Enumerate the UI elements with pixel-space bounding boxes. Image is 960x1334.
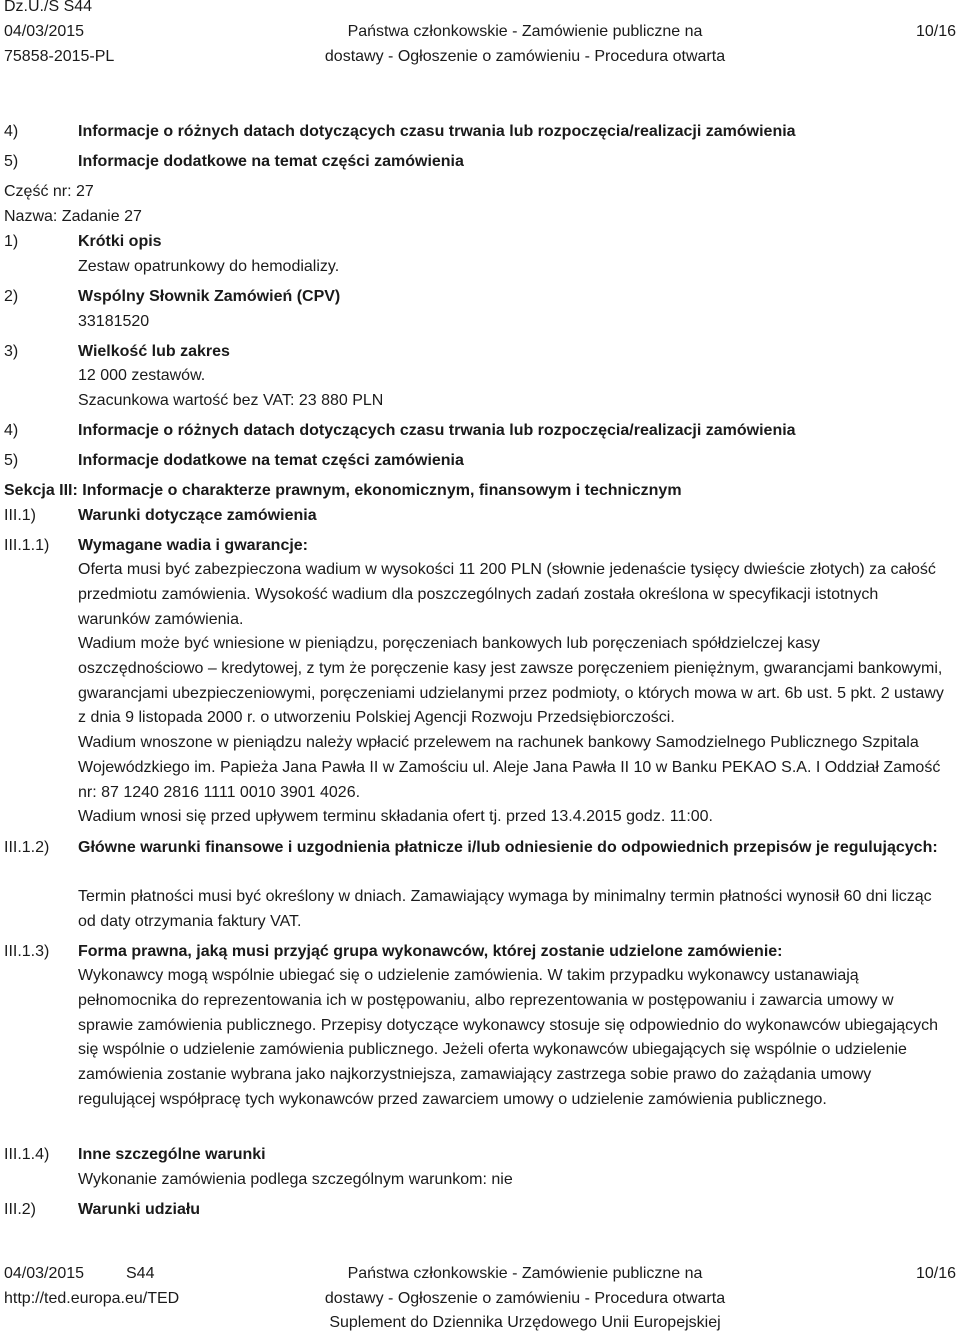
item-number: 5) [4,153,19,170]
item-heading: Informacje dodatkowe na temat części zamówienia [78,452,464,469]
journal-ref: Dz.U./S S44 [4,0,93,15]
header-title-line1: Państwa członkowskie - Zamówienie publiczne na [347,23,703,40]
payment-heading: Główne warunki finansowe i uzgodnienia płatnicze i/lub odniesienie do odpowiednich przepisów je regulujących: [78,839,938,856]
section-number: III.1.3) [4,943,50,960]
section-title: Sekcja III: Informacje o charakterze prawnym, ekonomicznym, finansowym i technicznym [4,482,682,499]
quantity-value: 12 000 zestawów. [78,367,206,384]
legal-form-heading: Forma prawna, jaką musi przyjąć grupa wykonawców, której zostanie udzielone zamówienie: [78,943,783,960]
part-number: Część nr: 27 [4,183,94,200]
item-number: 5) [4,452,19,469]
quantity-heading: Wielkość lub zakres [78,343,230,360]
short-description-heading: Krótki opis [78,233,162,250]
deposit-forms-paragraph: Wadium może być wniesione w pieniądzu, poręczeniach bankowych lub poręczeniach spółdzielczej kasy oszczędnościowo – kredytowej, z tym że poręczenie kasy jest zawsze poręczeniem pieniężnym, gwarancjami bankowymi, gwarancjami ubezpieczeniowymi, poręczeniami udzielanymi przez podmioty, o których mowa w art. 6b ust. 5 pkt. 2 ustawy z dnia 9 listopada 2000 r. o utworzeniu Polskiej Agencji Rozwoju Przedsiębiorczości. [78,635,944,727]
item-heading: Informacje o różnych datach dotyczących czasu trwania lub rozpoczęcia/realizacji zamówienia [78,123,796,140]
section-number: III.1.4) [4,1146,50,1163]
footer-title-line3: Suplement do Dziennika Urzędowego Unii Europejskiej [329,1314,721,1331]
deposit-paragraph: Oferta musi być zabezpieczona wadium w wysokości 11 200 PLN (słownie jedenaście tysięcy dwieście złotych) za całość przedmiotu zamówienia. Wysokość wadium dla poszczególnych zadań została określona w specyfikacji istotnych warunków zamówienia. [78,561,936,628]
deposit-bank-paragraph: Wadium wnoszone w pieniądzu należy wpłacić przelewem na rachunek bankowy Samodzielnego Publicznego Szpitala Wojewódzkiego im. Papieża Jana Pawła II w Zamościu ul. Aleje Jana Pawła II 10 w Banku PEKAO S.A. I Oddział Zamość nr: 87 1240 2816 1111 0010 3901 4026. [78,734,941,801]
footer-page-number: 10/16 [915,1265,956,1282]
section-heading: Warunki dotyczące zamówienia [78,507,317,524]
part-name: Nazwa: Zadanie 27 [4,208,142,225]
item-number: 2) [4,288,19,305]
section-number: III.2) [4,1201,37,1218]
payment-terms-paragraph: Termin płatności musi być określony w dniach. Zamawiający wymaga by minimalny termin płatności wynosił 60 dni licząc od daty otrzymania faktury VAT. [78,888,932,930]
notice-id: 75858-2015-PL [4,48,115,65]
section-number: III.1) [4,507,37,524]
item-number: 4) [4,422,19,439]
item-heading: Informacje o różnych datach dotyczących czasu trwania lub rozpoczęcia/realizacji zamówienia [78,422,796,439]
item-number: 4) [4,123,19,140]
footer-title-line2: dostawy - Ogłoszenie o zamówieniu - Procedura otwarta [324,1290,726,1307]
cpv-code: 33181520 [78,313,150,330]
special-conditions-heading: Inne szczególne warunki [78,1146,266,1163]
deposit-heading: Wymagane wadia i gwarancje: [78,537,309,554]
header-title-line2: dostawy - Ogłoszenie o zamówieniu - Procedura otwarta [324,48,726,65]
legal-form-paragraph: Wykonawcy mogą wspólnie ubiegać się o udzielenie zamówienia. W takim przypadku wykonawcy ustanawiają pełnomocnika do reprezentowania ich w postępowaniu, albo reprezentowania w postępowaniu i zawarcia umowy w sprawie zamówienia publicznego. Przepisy dotyczące wykonawcy stosuje się odpowiednio do wykonawców ubiegających się wspólnie o udzielenie zamówienia publicznego. Jeżeli oferta wykonawców ubiegających się wspólnie o udzielenie zamówienia zostanie wybrana jako najkorzystniejsza, zamawiający zastrzega sobie prawo do zażądania umowy regulującej współpracę tych wykonawców przed zawarciem umowy o udzielenie zamówienia publicznego. [78,967,939,1108]
footer-title-line1: Państwa członkowskie - Zamówienie publiczne na [347,1265,703,1282]
item-number: 1) [4,233,19,250]
deposit-deadline-paragraph: Wadium wnosi się przed upływem terminu składania ofert tj. przed 13.4.2015 godz. 11:00. [78,808,713,825]
special-conditions-value: Wykonanie zamówienia podlega szczególnym warunkom: nie [78,1171,513,1188]
section-number: III.1.1) [4,537,50,554]
item-heading: Informacje dodatkowe na temat części zamówienia [78,153,464,170]
cpv-heading: Wspólny Słownik Zamówień (CPV) [78,288,341,305]
footer-date: 04/03/2015 [4,1265,85,1282]
item-number: 3) [4,343,19,360]
header-page-number: 10/16 [915,23,956,40]
section-number: III.1.2) [4,839,50,856]
short-description-value: Zestaw opatrunkowy do hemodializy. [78,258,340,275]
estimated-value: Szacunkowa wartość bez VAT: 23 880 PLN [78,392,384,409]
participation-conditions-heading: Warunki udziału [78,1201,201,1218]
footer-url[interactable]: http://ted.europa.eu/TED [4,1290,180,1307]
header-date: 04/03/2015 [4,23,85,40]
footer-issue: S44 [126,1265,155,1282]
